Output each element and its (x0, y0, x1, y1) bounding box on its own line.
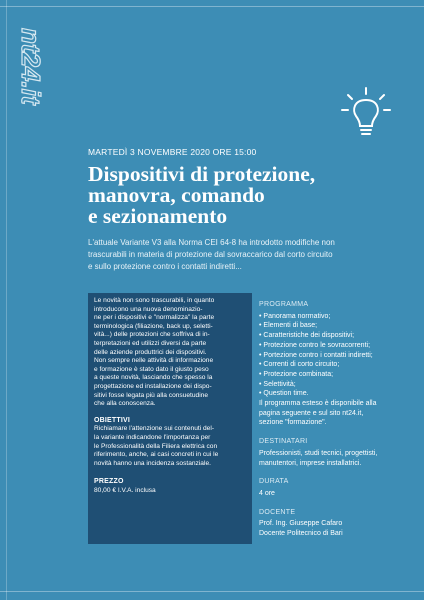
event-date: MARTEDÌ 3 NOVEMBRE 2020 ORE 15:00 (88, 147, 257, 157)
side-info (259, 300, 409, 548)
durata-text: 4 ore (259, 489, 275, 497)
obiettivi-text: Richiamare l'attenzione sui contenuti del- la variante indicandone l'importanza per le Professionalità della Filiera elettrica con riferimento, anche, ai casi concreti in cui le novità hanno una incidenza sostanziale. (94, 425, 219, 467)
list-item: • Panorama normativo; (259, 312, 409, 322)
frame-line-bottom (0, 591, 424, 592)
panel-body: Le novità non sono trascurabili, in quanto introducono una nuova denominazio- ne per i dispositivi e "normalizza" la parte terminologica (filiazione, back up, seletti- vità...) delle protezioni che soffriva di in- terpretazioni ed utilizzi diversi da parte delle aziende produttrici dei dispositivi. Non sempre nelle attività di informazione e formazione è stato dato il giusto peso a queste novità, lasciando che spesso la progettazione ed installazione dei dispo- sitivi fosse legata più alla consuetudine che alla conoscenza. (94, 297, 215, 408)
destinatari-text: Professionisti, studi tecnici, progettisti, manutentori, imprese installatrici. (259, 449, 378, 467)
docente-heading: DOCENTE (259, 508, 296, 516)
list-item: • Protezione combinata; (259, 370, 409, 380)
lightbulb-icon (338, 86, 394, 142)
docente-role: Docente Politecnico di Bari (259, 530, 343, 538)
obiettivi-heading: OBIETTIVI (94, 416, 131, 424)
list-item: • Caratteristiche dei dispositivi; (259, 331, 409, 341)
programma-list (259, 312, 409, 399)
durata-block (259, 477, 409, 498)
programma-block (259, 300, 409, 428)
prezzo-heading: PREZZO (94, 478, 124, 486)
logo-text: nt24.it (16, 28, 46, 105)
durata-heading: DURATA (259, 478, 289, 486)
frame-line-left (6, 0, 7, 600)
description-panel (88, 293, 252, 544)
frame-line-top (0, 6, 424, 7)
prezzo-text: 80,00 € I.V.A. inclusa (94, 486, 156, 494)
list-item: • Elementi di base; (259, 321, 409, 331)
list-item: • Question time. (259, 389, 409, 399)
docente-name: Prof. Ing. Giuseppe Cafaro (259, 520, 343, 528)
programma-heading: PROGRAMMA (259, 301, 309, 308)
programma-note: Il programma esteso è disponibile alla pagina seguente e sul sito nt24.it, sezione "formazione". (259, 400, 377, 427)
list-item: • Selettività; (259, 380, 409, 390)
list-item: • Correnti di corto circuito; (259, 360, 409, 370)
intro-text: L'attuale Variante V3 alla Norma CEI 64-8 ha introdotto modifiche non trascurabili in materia di protezione dal sovraccarico dal corto circuito e sullo protezione contro i contatti indiretti... (88, 238, 335, 271)
list-item: • Protezione contro le sovracorrenti; (259, 341, 409, 351)
page-title: Dispositivi di protezione, manovra, comando e sezionamento (88, 162, 316, 228)
list-item: • Portezione contro i contatti indiretti; (259, 351, 409, 361)
nt24-logo (8, 20, 48, 180)
docente-block (259, 508, 409, 539)
destinatari-heading: DESTINATARI (259, 438, 308, 446)
destinatari-block (259, 437, 409, 468)
